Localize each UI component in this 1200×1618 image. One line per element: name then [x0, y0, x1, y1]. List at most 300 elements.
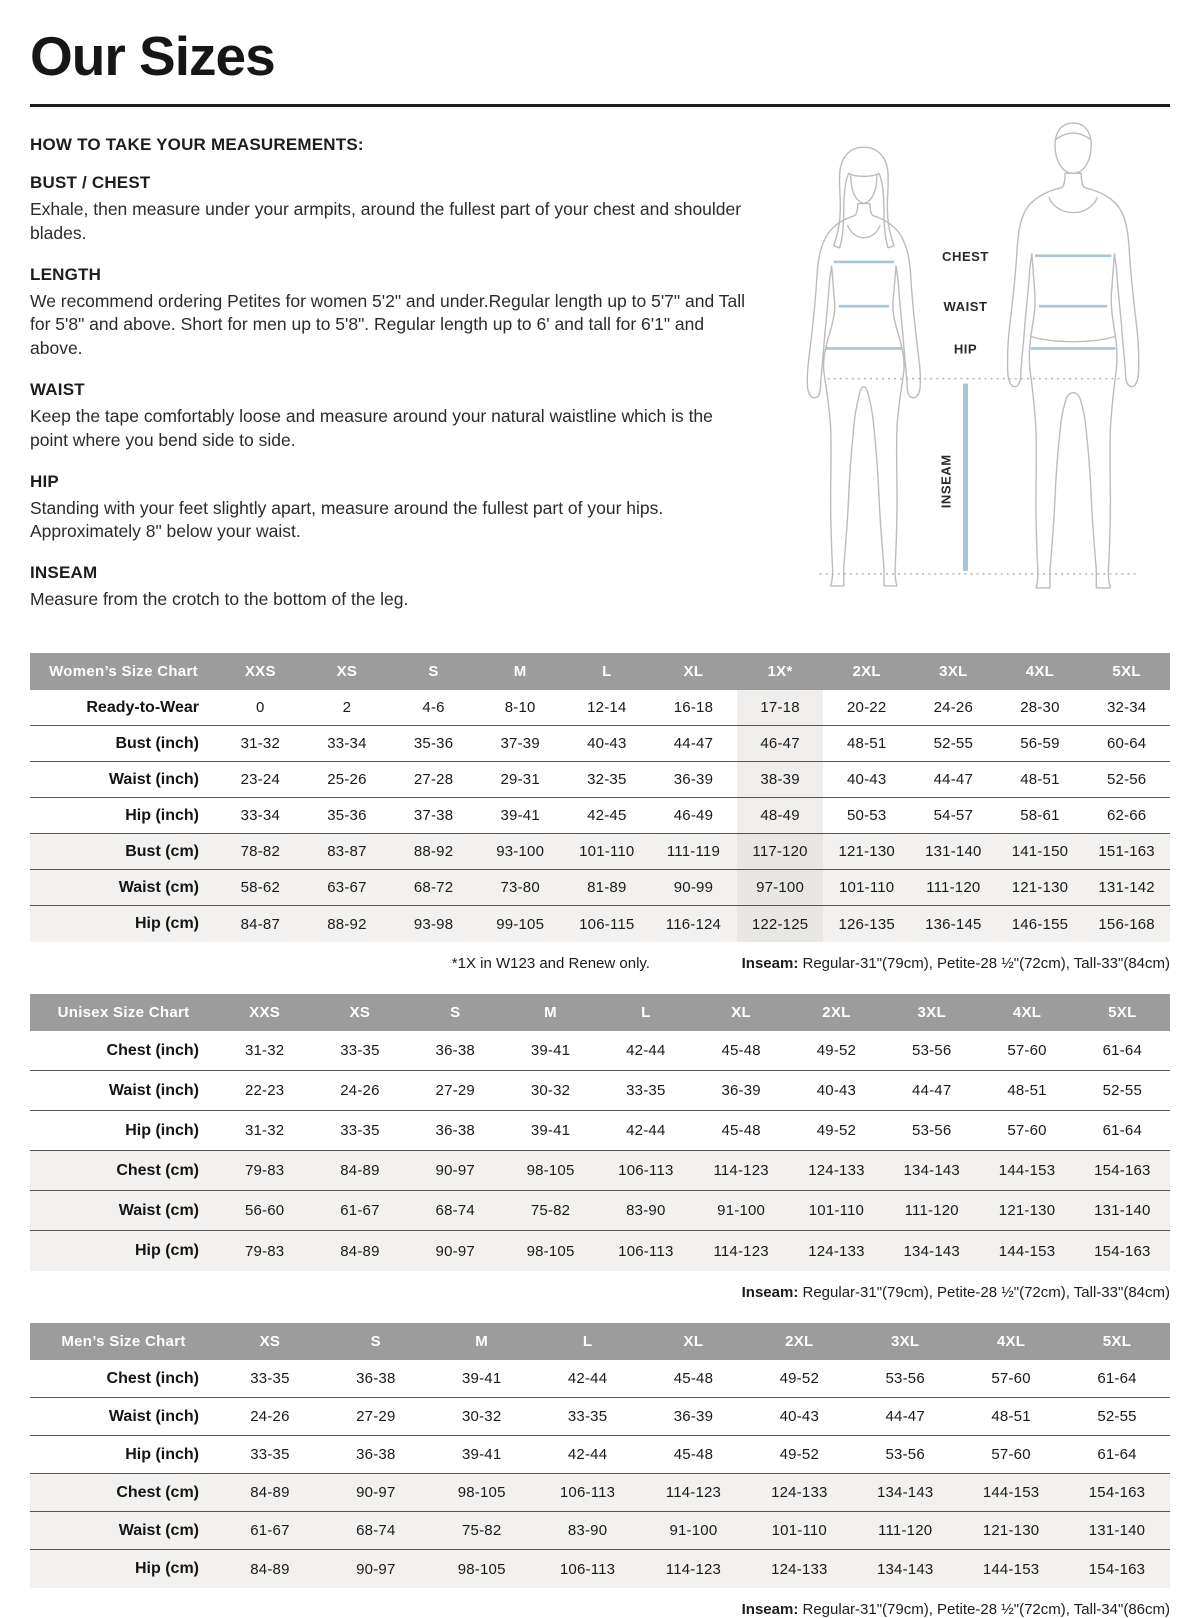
waist-label: WAIST [943, 299, 988, 315]
hip-label: HIP [953, 341, 978, 357]
size-value-cell: 88-92 [413, 843, 454, 861]
womens-size-table [30, 653, 1170, 942]
chest-label: CHEST [942, 248, 989, 264]
figures-illustration [770, 119, 1170, 597]
womens-size-chart-block [30, 653, 1170, 972]
size-value-cell: 126-135 [838, 915, 895, 933]
size-value-cell: 144-153 [998, 1242, 1056, 1260]
size-value-cell: 114-123 [713, 1162, 769, 1180]
table-row [30, 1231, 1170, 1271]
size-value-cell: 134-143 [876, 1484, 934, 1502]
size-column-header: XL [650, 653, 737, 690]
size-value-cell: 33-35 [567, 1408, 608, 1426]
section-inseam [30, 563, 758, 612]
header-row [30, 1323, 1170, 1360]
body-measurement-diagram [758, 119, 1170, 597]
size-value-cell: 73-80 [500, 879, 540, 897]
size-value-cell: 98-105 [526, 1242, 575, 1260]
size-value-cell: 93-100 [496, 843, 545, 861]
size-value-cell: 56-60 [244, 1202, 285, 1220]
size-value-cell: 61-67 [340, 1202, 380, 1220]
size-value-cell: 44-47 [933, 771, 973, 789]
size-value-cell: 98-105 [526, 1162, 575, 1180]
section-hip [30, 472, 758, 545]
size-value-cell: 111-120 [904, 1202, 959, 1220]
size-value-cell: 75-82 [530, 1202, 571, 1220]
womens-1x-footnote: *1X in W123 and Renew only. [451, 954, 650, 972]
size-value-cell: 144-153 [998, 1162, 1056, 1180]
size-value-cell: 45-48 [673, 1370, 714, 1388]
mens-inseam-note [742, 1601, 1170, 1618]
row-label: Hip (cm) [135, 1560, 199, 1578]
size-value-cell: 52-55 [1102, 1082, 1143, 1100]
table-row [30, 762, 1170, 798]
womens-inseam-note [742, 955, 1170, 972]
row-label: Waist (cm) [118, 1521, 199, 1539]
size-value-cell: 39-41 [530, 1122, 571, 1140]
size-value-cell: 122-125 [737, 906, 824, 942]
inseam-note-label: Inseam: [741, 954, 799, 972]
size-value-cell: 33-34 [240, 807, 280, 825]
size-column-header: 4XL [979, 994, 1074, 1031]
table-row [30, 906, 1170, 942]
how-to-column [30, 133, 758, 631]
size-value-cell: 57-60 [1007, 1042, 1047, 1060]
size-value-cell: 134-143 [903, 1242, 960, 1260]
size-value-cell: 33-35 [626, 1082, 666, 1100]
size-value-cell: 68-74 [435, 1202, 475, 1220]
size-value-cell: 52-55 [1097, 1408, 1137, 1426]
row-label: Hip (inch) [125, 806, 199, 824]
size-value-cell: 121-130 [1011, 879, 1069, 897]
size-value-cell: 57-60 [1007, 1122, 1047, 1140]
size-value-cell: 90-97 [435, 1162, 475, 1180]
size-value-cell: 68-74 [356, 1522, 396, 1540]
title-divider [30, 104, 1170, 107]
table-row [30, 1474, 1170, 1512]
table-row [30, 1111, 1170, 1151]
size-value-cell: 156-168 [1098, 915, 1155, 933]
size-value-cell: 79-83 [244, 1162, 285, 1180]
size-value-cell: 27-29 [435, 1082, 475, 1100]
size-value-cell: 106-113 [559, 1560, 616, 1578]
woman-figure [807, 147, 920, 586]
size-value-cell: 114-123 [665, 1484, 722, 1502]
size-value-cell: 42-44 [626, 1042, 666, 1060]
size-value-cell: 124-133 [771, 1484, 828, 1502]
section-bust-chest [30, 173, 758, 246]
table-row [30, 726, 1170, 762]
size-value-cell: 40-43 [779, 1408, 819, 1426]
size-column-header: 4XL [997, 653, 1084, 690]
size-value-cell: 84-87 [240, 915, 280, 933]
size-value-cell: 29-31 [500, 771, 540, 789]
size-value-cell: 36-39 [721, 1082, 761, 1100]
row-label: Chest (cm) [116, 1483, 199, 1501]
size-value-cell: 40-43 [587, 735, 627, 753]
size-value-cell: 75-82 [462, 1522, 502, 1540]
size-value-cell: 53-56 [912, 1122, 952, 1140]
size-value-cell: 30-32 [462, 1408, 502, 1426]
size-value-cell: 154-163 [1088, 1560, 1146, 1578]
size-value-cell: 44-47 [912, 1082, 952, 1100]
size-value-cell: 114-123 [713, 1242, 769, 1260]
size-column-header: XXS [217, 994, 312, 1031]
size-value-cell: 45-48 [721, 1042, 761, 1060]
size-value-cell: 38-39 [737, 762, 824, 798]
size-value-cell: 136-145 [925, 915, 982, 933]
size-value-cell: 83-90 [626, 1202, 666, 1220]
table-row [30, 1360, 1170, 1398]
size-value-cell: 49-52 [779, 1446, 819, 1464]
size-value-cell: 44-47 [673, 735, 714, 753]
unisex-table-title: Unisex Size Chart [30, 994, 217, 1031]
size-value-cell: 151-163 [1098, 843, 1155, 861]
size-value-cell: 39-41 [462, 1370, 502, 1388]
unisex-size-chart-block [30, 994, 1170, 1301]
womens-table-title: Women’s Size Chart [30, 653, 217, 690]
size-value-cell: 106-113 [618, 1242, 674, 1260]
size-value-cell: 23-24 [240, 771, 280, 789]
size-column-header: 1X* [737, 653, 824, 690]
size-value-cell: 33-34 [327, 735, 367, 753]
size-column-header: S [408, 994, 503, 1031]
inseam-note-label: Inseam: [741, 1600, 799, 1618]
size-value-cell: 124-133 [808, 1242, 865, 1260]
row-label: Bust (cm) [125, 842, 199, 860]
size-value-cell: 93-98 [413, 915, 454, 933]
size-column-header: S [323, 1323, 429, 1360]
size-value-cell: 84-89 [340, 1242, 380, 1260]
inseam-note-label: Inseam: [741, 1283, 799, 1301]
row-label: Chest (inch) [106, 1041, 199, 1059]
size-value-cell: 36-39 [673, 1408, 714, 1426]
size-value-cell: 60-64 [1106, 735, 1147, 753]
size-value-cell: 24-26 [933, 699, 973, 717]
size-value-cell: 39-41 [530, 1042, 571, 1060]
row-label: Hip (cm) [135, 1242, 199, 1260]
size-column-header: 3XL [884, 994, 979, 1031]
row-label: Waist (inch) [108, 1081, 199, 1099]
size-value-cell: 31-32 [244, 1122, 285, 1140]
size-value-cell: 8-10 [504, 699, 536, 717]
size-value-cell: 33-35 [250, 1446, 290, 1464]
size-value-cell: 42-45 [587, 807, 627, 825]
size-value-cell: 39-41 [500, 807, 540, 825]
row-label: Chest (inch) [106, 1369, 199, 1387]
size-value-cell: 20-22 [847, 699, 887, 717]
size-value-cell: 35-36 [327, 807, 367, 825]
size-value-cell: 98-105 [457, 1560, 506, 1578]
size-column-header: M [477, 653, 564, 690]
size-value-cell: 101-110 [579, 843, 635, 861]
mens-size-chart-block [30, 1323, 1170, 1618]
header-row [30, 653, 1170, 690]
size-value-cell: 131-140 [925, 843, 982, 861]
row-label: Waist (inch) [108, 1407, 199, 1425]
size-value-cell: 81-89 [587, 879, 627, 897]
size-value-cell: 36-38 [356, 1370, 396, 1388]
size-value-cell: 111-120 [926, 879, 981, 897]
mens-table-title: Men’s Size Chart [30, 1323, 217, 1360]
size-value-cell: 84-89 [250, 1484, 290, 1502]
section-body: Standing with your feet slightly apart, measure around the fullest part of your hips. Approximately 8" below your waist. [30, 497, 664, 542]
size-value-cell: 101-110 [808, 1202, 865, 1220]
size-value-cell: 79-83 [244, 1242, 285, 1260]
table-row [30, 1031, 1170, 1071]
size-column-header: 2XL [789, 994, 884, 1031]
size-value-cell: 58-62 [240, 879, 280, 897]
size-value-cell: 33-35 [340, 1122, 380, 1140]
size-value-cell: 57-60 [991, 1446, 1031, 1464]
unisex-size-table [30, 994, 1170, 1271]
size-column-header: XL [693, 994, 788, 1031]
size-value-cell: 97-100 [737, 870, 824, 906]
size-value-cell: 50-53 [847, 807, 887, 825]
section-length [30, 265, 758, 361]
size-value-cell: 49-52 [816, 1122, 857, 1140]
size-value-cell: 4-6 [422, 699, 445, 717]
row-label: Hip (cm) [135, 915, 199, 933]
size-column-header: 5XL [1083, 653, 1170, 690]
size-value-cell: 45-48 [721, 1122, 761, 1140]
size-value-cell: 146-155 [1011, 915, 1069, 933]
section-heading: BUST / CHEST [30, 173, 151, 192]
size-value-cell: 37-38 [413, 807, 454, 825]
how-to-heading: HOW TO TAKE YOUR MEASUREMENTS: [30, 135, 364, 154]
size-value-cell: 31-32 [240, 735, 280, 753]
size-value-cell: 16-18 [673, 699, 714, 717]
table-row [30, 834, 1170, 870]
size-value-cell: 57-60 [991, 1370, 1031, 1388]
size-column-header: XL [641, 1323, 747, 1360]
size-value-cell: 61-67 [250, 1522, 290, 1540]
size-column-header: 5XL [1064, 1323, 1170, 1360]
size-column-header: 3XL [852, 1323, 958, 1360]
size-value-cell: 84-89 [340, 1162, 380, 1180]
mens-size-chart-mount [30, 1323, 1170, 1588]
size-value-cell: 39-41 [462, 1446, 502, 1464]
size-value-cell: 90-97 [356, 1560, 396, 1578]
size-value-cell: 106-115 [579, 915, 635, 933]
womens-table-footnotes [30, 955, 1170, 972]
size-value-cell: 144-153 [982, 1484, 1040, 1502]
size-value-cell: 61-64 [1102, 1042, 1143, 1060]
row-label: Waist (cm) [118, 1201, 199, 1219]
size-value-cell: 106-113 [618, 1162, 674, 1180]
size-value-cell: 61-64 [1102, 1122, 1143, 1140]
section-waist [30, 380, 758, 453]
size-value-cell: 35-36 [413, 735, 454, 753]
section-heading: INSEAM [30, 563, 98, 583]
section-heading: HIP [30, 471, 59, 491]
size-value-cell: 121-130 [982, 1522, 1040, 1540]
size-value-cell: 124-133 [808, 1162, 865, 1180]
size-value-cell: 28-30 [1020, 699, 1060, 717]
section-heading: LENGTH [30, 264, 102, 284]
size-value-cell: 61-64 [1097, 1370, 1137, 1388]
size-value-cell: 111-119 [666, 843, 720, 861]
row-label: Waist (inch) [108, 770, 199, 788]
size-value-cell: 134-143 [876, 1560, 934, 1578]
table-row [30, 1436, 1170, 1474]
size-value-cell: 30-32 [530, 1082, 571, 1100]
size-column-header: XS [312, 994, 407, 1031]
measurement-instructions-row [30, 133, 1170, 631]
table-row [30, 1191, 1170, 1231]
size-column-header: 4XL [958, 1323, 1064, 1360]
size-value-cell: 131-140 [1094, 1202, 1151, 1220]
inseam-note-text: Regular-31"(79cm), Petite-28 ½"(72cm), Tall-34"(86cm) [798, 1600, 1170, 1618]
size-value-cell: 121-130 [998, 1202, 1056, 1220]
size-value-cell: 48-51 [1020, 771, 1060, 789]
size-value-cell: 101-110 [771, 1522, 827, 1540]
table-row [30, 690, 1170, 726]
size-value-cell: 114-123 [665, 1560, 722, 1578]
size-value-cell: 53-56 [885, 1370, 925, 1388]
size-value-cell: 22-23 [244, 1082, 285, 1100]
size-value-cell: 91-100 [717, 1202, 766, 1220]
size-value-cell: 154-163 [1094, 1242, 1151, 1260]
size-value-cell: 56-59 [1020, 735, 1060, 753]
size-value-cell: 25-26 [327, 771, 367, 789]
size-value-cell: 144-153 [982, 1560, 1040, 1578]
man-figure [1008, 123, 1139, 588]
size-value-cell: 27-28 [413, 771, 454, 789]
size-value-cell: 24-26 [250, 1408, 290, 1426]
size-value-cell: 90-97 [435, 1242, 475, 1260]
size-value-cell: 31-32 [244, 1042, 285, 1060]
section-body: Keep the tape comfortably loose and measure around your natural waistline which is the point where you bend side to side. [30, 405, 713, 450]
table-row [30, 1071, 1170, 1111]
size-value-cell: 2 [342, 699, 352, 717]
size-value-cell: 99-105 [496, 915, 545, 933]
section-body: We recommend ordering Petites for women 5'2" and under.Regular length up to 5'7" and Tall for 5'8" and above. Short for men up to 5'8". Regular length up to 6' and tall for 6'1" and above. [30, 290, 745, 359]
size-value-cell: 44-47 [885, 1408, 925, 1426]
size-value-cell: 46-49 [673, 807, 714, 825]
inseam-label: INSEAM [938, 454, 954, 509]
page-title: Our Sizes [30, 25, 275, 87]
size-column-header: 2XL [746, 1323, 852, 1360]
size-value-cell: 90-97 [356, 1484, 396, 1502]
size-column-header: 3XL [910, 653, 997, 690]
section-heading: WAIST [30, 379, 85, 399]
unisex-size-chart-mount [30, 994, 1170, 1271]
size-column-header: M [503, 994, 598, 1031]
size-value-cell: 49-52 [779, 1370, 819, 1388]
womens-size-chart-mount [30, 653, 1170, 942]
size-value-cell: 63-67 [327, 879, 367, 897]
size-value-cell: 36-38 [435, 1122, 475, 1140]
mens-size-table [30, 1323, 1170, 1588]
size-value-cell: 12-14 [587, 699, 627, 717]
size-value-cell: 154-163 [1088, 1484, 1146, 1502]
size-value-cell: 90-99 [673, 879, 714, 897]
size-value-cell: 0 [256, 699, 265, 717]
size-value-cell: 48-51 [991, 1408, 1031, 1426]
row-label: Bust (inch) [115, 734, 199, 752]
size-value-cell: 91-100 [669, 1522, 718, 1540]
size-value-cell: 42-44 [626, 1122, 666, 1140]
size-value-cell: 17-18 [737, 690, 824, 726]
size-value-cell: 78-82 [240, 843, 280, 861]
size-value-cell: 54-57 [933, 807, 973, 825]
size-value-cell: 106-113 [559, 1484, 616, 1502]
size-value-cell: 48-51 [847, 735, 887, 753]
section-body: Measure from the crotch to the bottom of the leg. [30, 589, 409, 610]
size-value-cell: 83-87 [327, 843, 367, 861]
size-value-cell: 131-140 [1088, 1522, 1146, 1540]
row-label: Chest (cm) [116, 1161, 199, 1179]
size-value-cell: 49-52 [816, 1042, 857, 1060]
inseam-note-text: Regular-31"(79cm), Petite-28 ½"(72cm), Tall-33"(84cm) [798, 954, 1170, 972]
size-value-cell: 58-61 [1020, 807, 1060, 825]
size-value-cell: 37-39 [500, 735, 540, 753]
size-value-cell: 154-163 [1094, 1162, 1151, 1180]
size-value-cell: 116-124 [665, 915, 722, 933]
size-column-header: M [429, 1323, 535, 1360]
size-value-cell: 61-64 [1097, 1446, 1137, 1464]
size-value-cell: 40-43 [816, 1082, 857, 1100]
table-row [30, 1151, 1170, 1191]
mens-table-footnotes [30, 1601, 1170, 1618]
size-column-header: 5XL [1075, 994, 1170, 1031]
size-value-cell: 121-130 [838, 843, 895, 861]
size-column-header: 2XL [823, 653, 910, 690]
size-value-cell: 32-34 [1106, 699, 1147, 717]
size-value-cell: 40-43 [847, 771, 887, 789]
table-row [30, 1398, 1170, 1436]
size-value-cell: 48-51 [1007, 1082, 1047, 1100]
size-value-cell: 111-120 [878, 1522, 933, 1540]
size-value-cell: 45-48 [673, 1446, 714, 1464]
size-value-cell: 36-39 [673, 771, 714, 789]
size-value-cell: 101-110 [839, 879, 895, 897]
size-value-cell: 141-150 [1011, 843, 1069, 861]
size-value-cell: 88-92 [327, 915, 367, 933]
unisex-inseam-note [742, 1284, 1170, 1301]
size-value-cell: 24-26 [340, 1082, 380, 1100]
size-value-cell: 62-66 [1106, 807, 1147, 825]
size-column-header: XS [217, 1323, 323, 1360]
size-value-cell: 134-143 [903, 1162, 960, 1180]
unisex-table-footnotes [30, 1284, 1170, 1301]
size-value-cell: 46-47 [737, 726, 824, 762]
size-value-cell: 27-29 [356, 1408, 396, 1426]
header-row [30, 994, 1170, 1031]
size-value-cell: 32-35 [587, 771, 627, 789]
size-value-cell: 131-142 [1098, 879, 1155, 897]
size-value-cell: 42-44 [567, 1446, 608, 1464]
size-value-cell: 84-89 [250, 1560, 290, 1578]
table-row [30, 1550, 1170, 1588]
size-value-cell: 53-56 [912, 1042, 952, 1060]
size-value-cell: 36-38 [435, 1042, 475, 1060]
size-column-header: L [535, 1323, 641, 1360]
size-value-cell: 98-105 [457, 1484, 506, 1502]
size-value-cell: 68-72 [413, 879, 454, 897]
inseam-note-text: Regular-31"(79cm), Petite-28 ½"(72cm), Tall-33"(84cm) [798, 1283, 1170, 1301]
size-value-cell: 53-56 [885, 1446, 925, 1464]
size-value-cell: 124-133 [771, 1560, 828, 1578]
size-value-cell: 36-38 [356, 1446, 396, 1464]
size-value-cell: 42-44 [567, 1370, 608, 1388]
table-row [30, 798, 1170, 834]
table-row [30, 870, 1170, 906]
size-value-cell: 33-35 [250, 1370, 290, 1388]
size-value-cell: 52-55 [933, 735, 973, 753]
size-column-header: L [564, 653, 651, 690]
